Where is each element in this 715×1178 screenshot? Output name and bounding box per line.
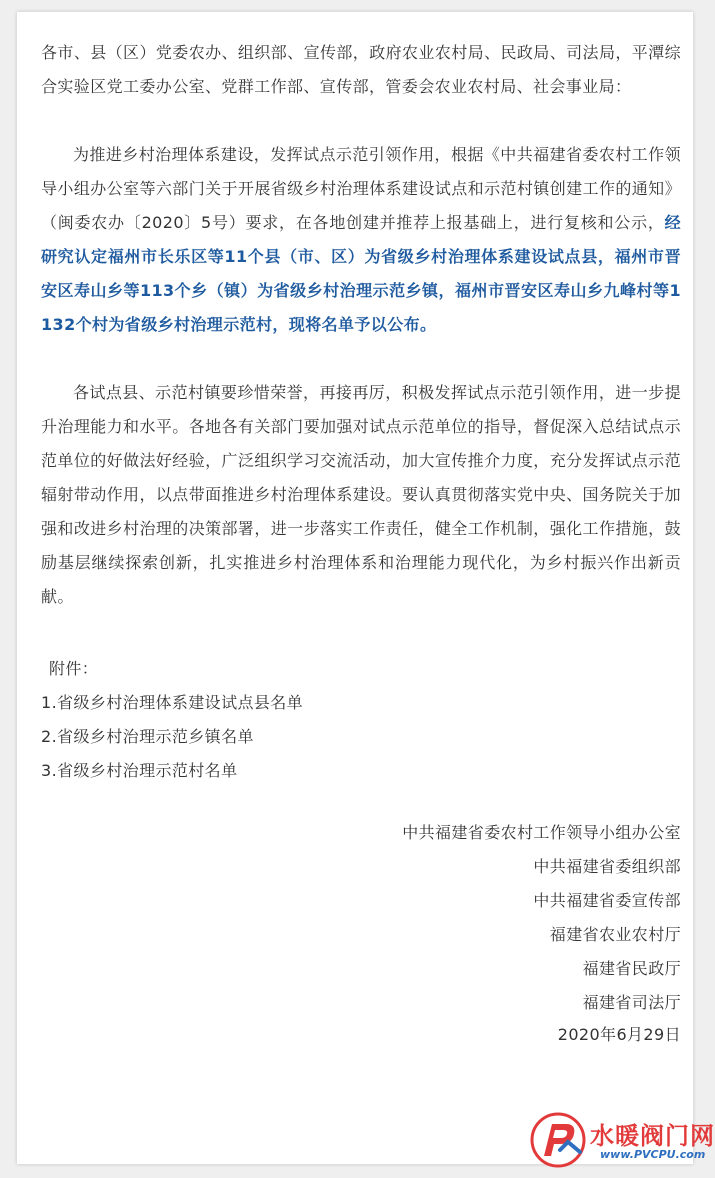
watermark <box>530 1112 715 1172</box>
paragraph-1-text: 为推进乡村治理体系建设，发挥试点示范引领作用，根据《中共福建省委农村工作领导小组办公室等六部门关于开展省级乡村治理体系建设试点和示范村镇创建工作的通知》（闽委农办〔2020〕5号）要求，在各地创建并推荐上报基础上，进行复核和公示， <box>41 145 681 232</box>
paragraph-1 <box>41 138 681 342</box>
signer-1: 中共福建省委农村工作领导小组办公室 <box>402 823 681 842</box>
watermark-url: www.PVCPU.com <box>600 1148 706 1161</box>
attachment-item-2: 2.省级乡村治理示范乡镇名单 <box>41 727 254 746</box>
paragraph-2: 各试点县、示范村镇要珍惜荣誉，再接再厉，积极发挥试点示范引领作用，进一步提升治理能力和水平。各地各有关部门要加强对试点示范单位的指导，督促深入总结试点示范单位的好做法好经验，广泛组织学习交流活动，加大宣传推介力度，充分发挥试点示范辐射带动作用，以点带面推进乡村治理体系建设。要认真贯彻落实党中央、国务院关于加强和改进乡村治理的决策部署，进一步落实工作责任，健全工作机制，强化工作措施，鼓励基层继续探索创新，扎实推进乡村治理体系和治理能力现代化，为乡村振兴作出新贡献。 <box>41 383 681 606</box>
signer-5: 福建省民政厅 <box>582 959 681 978</box>
addressee: 各市、县（区）党委农办、组织部、宣传部，政府农业农村局、民政局、司法局，平潭综合实验区党工委办公室、党群工作部、宣传部，管委会农业农村局、社会事业局： <box>41 43 681 96</box>
signature-block <box>41 816 681 1050</box>
attachment-item-3: 3.省级乡村治理示范村名单 <box>41 761 238 780</box>
signer-3: 中共福建省委宣传部 <box>533 891 681 910</box>
document-date: 2020年6月29日 <box>557 1025 681 1044</box>
attachment-item-1: 1.省级乡村治理体系建设试点县名单 <box>41 693 304 712</box>
signer-4: 福建省农业农村厅 <box>549 925 681 944</box>
watermark-name: 水暖阀门网 <box>590 1122 715 1150</box>
signer-2: 中共福建省委组织部 <box>533 857 681 876</box>
paragraph-1-highlight: 经研究认定福州市长乐区等11个县（市、区）为省级乡村治理体系建设试点县，福州市晋安区寿山乡等113个乡（镇）为省级乡村治理示范乡镇，福州市晋安区寿山乡九峰村等1132个村为省级乡村治理示范村，现将名单予以公布。 <box>41 213 681 334</box>
pvcpu-logo-icon <box>530 1112 586 1168</box>
article-card <box>17 12 693 1164</box>
article-content <box>41 12 681 1050</box>
signer-6: 福建省司法厅 <box>582 993 681 1012</box>
attachments-title: 附件： <box>49 659 99 678</box>
